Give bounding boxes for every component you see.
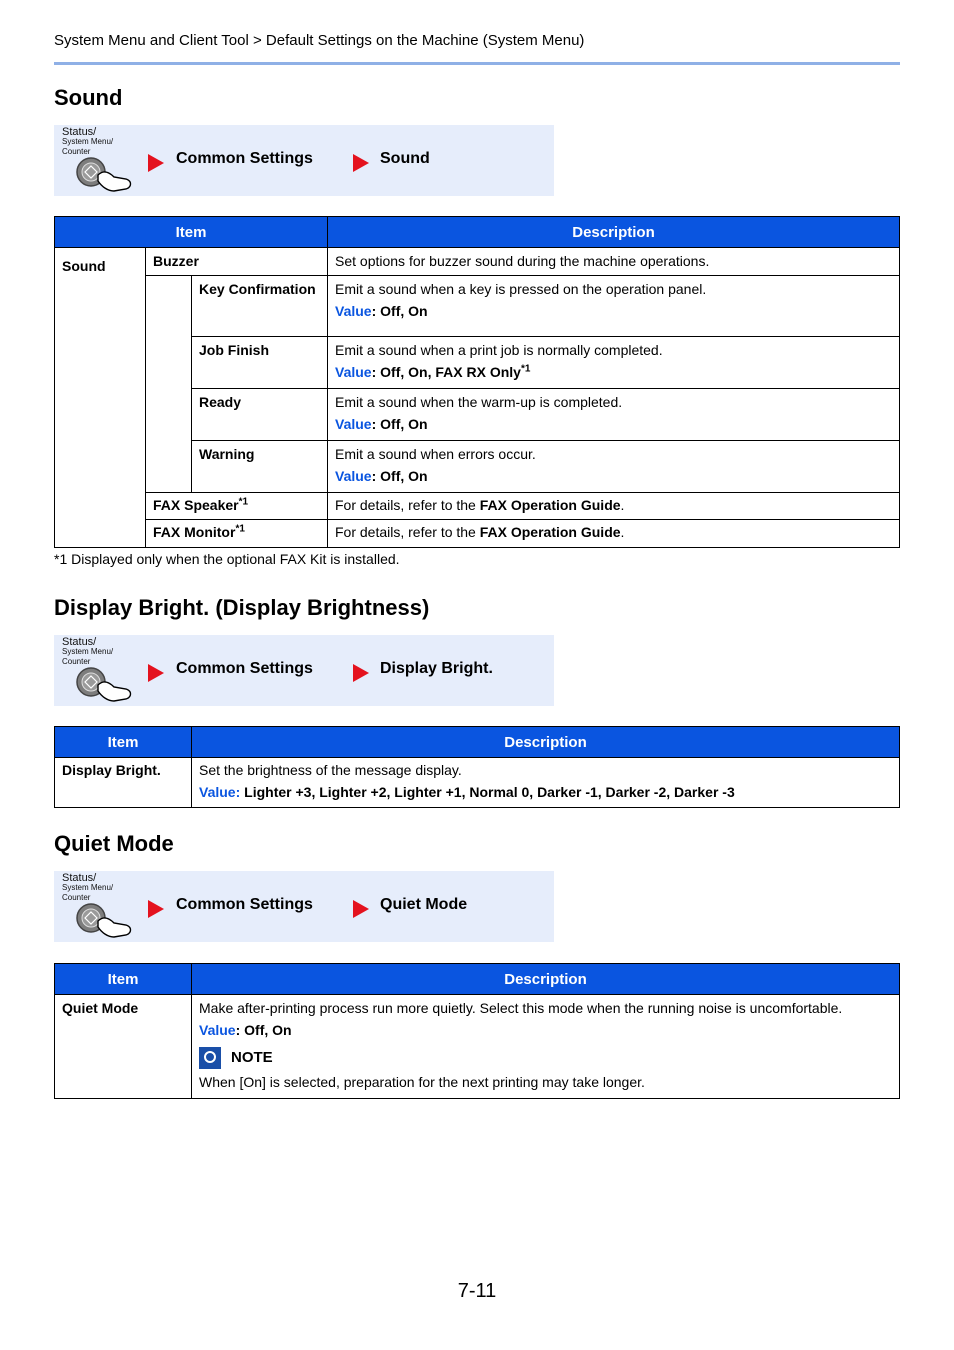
table-row bbox=[55, 276, 900, 337]
desc-quiet-mode: Make after-printing process run more quietly. Select this mode when the running noise is uncomfortable. Value: Off, On NOTE When [On] is selected, preparation for the next printing may take longer. bbox=[192, 995, 900, 1099]
status-button-label: Status/ System Menu/ Counter bbox=[62, 126, 114, 156]
arrow-right-icon bbox=[353, 900, 369, 918]
column-header-description: Description bbox=[192, 727, 900, 758]
item-sound: Sound bbox=[55, 248, 146, 548]
item-job-finish: Job Finish bbox=[192, 336, 328, 388]
nav-step-display-bright: Display Bright. bbox=[380, 660, 493, 677]
status-button-label: Status/ System Menu/ Counter bbox=[62, 872, 114, 902]
desc-warning: Emit a sound when errors occur. Value: Off, On bbox=[328, 440, 900, 492]
item-ready: Ready bbox=[192, 388, 328, 440]
desc-display-bright: Set the brightness of the message display. Value: Lighter +3, Lighter +2, Lighter +1, Normal 0, Darker -1, Darker -2, Darker -3 bbox=[192, 758, 900, 808]
nav-step-common-settings: Common Settings bbox=[176, 896, 313, 913]
sound-settings-table bbox=[54, 216, 900, 548]
nav-path-display-bright bbox=[54, 635, 554, 706]
nav-step-common-settings: Common Settings bbox=[176, 660, 313, 677]
nav-path-sound bbox=[54, 125, 554, 196]
arrow-right-icon bbox=[148, 664, 164, 682]
desc-ready: Emit a sound when the warm-up is completed. Value: Off, On bbox=[328, 388, 900, 440]
table-row bbox=[55, 248, 900, 276]
arrow-right-icon bbox=[148, 900, 164, 918]
hand-press-icon bbox=[74, 899, 136, 939]
note-heading: NOTE bbox=[199, 1047, 892, 1069]
desc-fax-speaker: For details, refer to the FAX Operation Guide. bbox=[328, 492, 900, 519]
item-warning: Warning bbox=[192, 440, 328, 492]
column-header-item: Item bbox=[55, 217, 328, 248]
header-rule bbox=[54, 62, 900, 65]
column-header-description: Description bbox=[328, 217, 900, 248]
section-title-sound: Sound bbox=[54, 85, 123, 110]
section-title-quiet-mode: Quiet Mode bbox=[54, 831, 174, 856]
arrow-right-icon bbox=[353, 664, 369, 682]
footnote: *1 Displayed only when the optional FAX Kit is installed. bbox=[54, 551, 400, 567]
arrow-right-icon bbox=[353, 154, 369, 172]
arrow-right-icon bbox=[148, 154, 164, 172]
item-fax-speaker: FAX Speaker$^{*1}$ bbox=[146, 492, 328, 519]
desc-key-confirmation: Emit a sound when a key is pressed on the operation panel. Value: Off, On bbox=[328, 276, 900, 337]
nav-step-common-settings: Common Settings bbox=[176, 150, 313, 167]
quiet-mode-table bbox=[54, 963, 900, 1099]
page-number: 7-11 bbox=[457, 1280, 497, 1302]
table-row bbox=[55, 519, 900, 547]
desc-fax-monitor: For details, refer to the FAX Operation Guide. bbox=[328, 519, 900, 547]
note-icon bbox=[199, 1047, 221, 1069]
desc-job-finish: Emit a sound when a print job is normally completed. Value: Off, On, FAX RX Only$^{*1}$ bbox=[328, 336, 900, 388]
column-header-item: Item bbox=[55, 964, 192, 995]
note-text: When [On] is selected, preparation for the next printing may take longer. bbox=[199, 1074, 645, 1091]
item-fax-monitor: FAX Monitor$^{*1}$ bbox=[146, 519, 328, 547]
table-row bbox=[55, 492, 900, 519]
item-key-confirmation: Key Confirmation bbox=[192, 276, 328, 337]
nav-step-quiet-mode: Quiet Mode bbox=[380, 896, 468, 913]
status-button-label: Status/ System Menu/ Counter bbox=[62, 636, 114, 666]
section-title-display-bright: Display Bright. (Display Brightness) bbox=[54, 595, 430, 620]
item-quiet-mode: Quiet Mode bbox=[55, 995, 192, 1099]
hand-press-icon bbox=[74, 153, 136, 193]
column-header-description: Description bbox=[192, 964, 900, 995]
display-bright-table bbox=[54, 726, 900, 808]
column-header-item: Item bbox=[55, 727, 192, 758]
breadcrumb: System Menu and Client Tool > Default Settings on the Machine (System Menu) bbox=[54, 32, 585, 49]
item-buzzer: Buzzer bbox=[146, 248, 328, 276]
nav-path-quiet-mode bbox=[54, 871, 554, 942]
nav-step-sound: Sound bbox=[380, 150, 430, 167]
table-row bbox=[55, 758, 900, 808]
table-row bbox=[55, 995, 900, 1099]
desc-buzzer: Set options for buzzer sound during the machine operations. bbox=[328, 248, 900, 276]
item-display-bright: Display Bright. bbox=[55, 758, 192, 808]
hand-press-icon bbox=[74, 663, 136, 703]
